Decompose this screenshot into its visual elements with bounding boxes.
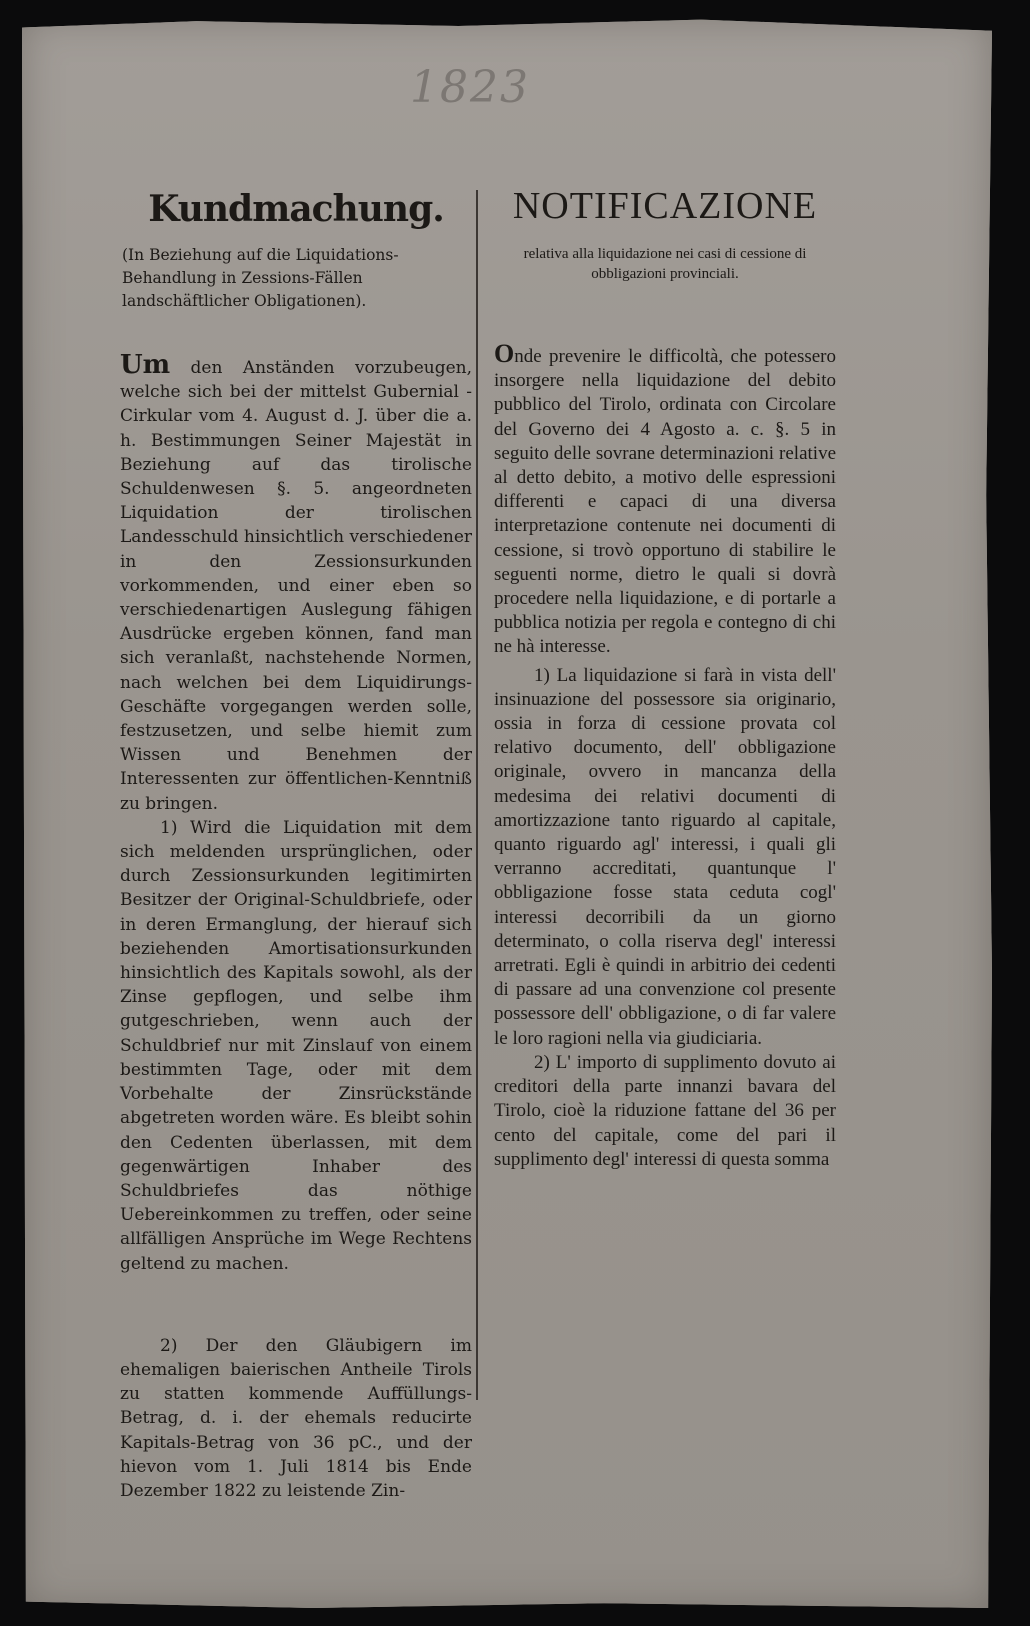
german-subtitle: (In Beziehung auf die Liquidations-Behandlung in Zessions-Fällen landschäftlicher Obligationen). bbox=[122, 246, 399, 310]
pencil-annotation-year: 1823 bbox=[410, 62, 530, 113]
german-point-2: 2) Der den Gläubigern im ehemaligen baierischen Antheile Tirols zu statten kommende Auffüllungs-Betrag, d. i. der ehemals reducirte Kapitals-Betrag von 36 pC., und der hievon vom 1. Juli 1814 bis Ende Dezember 1822 zu leistende Zin- bbox=[120, 1335, 472, 1501]
italian-point-2: 2) L' importo di supplimento dovuto ai creditori della parte innanzi bavara del Tirolo, cioè la riduzione fattane del 36 per cento del capitale, come del pari il supplimento degl' interessi di questa somma bbox=[494, 1051, 836, 1170]
german-column bbox=[120, 182, 472, 1503]
german-intro-paragraph bbox=[120, 350, 473, 816]
column-divider bbox=[476, 190, 478, 1400]
italian-intro-paragraph bbox=[494, 339, 836, 660]
italian-subtitle: relativa alla liquidazione nei casi di cessione di obbligazioni provinciali. bbox=[523, 246, 807, 282]
german-point-1: 1) Wird die Liquidation mit dem sich meldenden ursprünglichen, oder durch Zessionsurkunden legitimirten Besitzer der Original-Schuldbriefe, oder in deren Ermanglung, der hierauf sich beziehenden Amortisationsurkunden hinsichtlich des Kapitals sowohl, als der Zinse gepflogen, und selbe ihm gutgeschrieben, wenn auch der Schuldbrief nur mit Zinslauf von einem bestimmten Tage, oder mit dem Vorbehalte der Zinsrückstände abgetreten worden wäre. Es bleibt sohin den Cedenten überlassen, mit dem gegenwärtigen Inhaber des Schuldbriefes das nöthige Uebereinkommen zu treffen, oder seine allfälligen Ansprüche im Wege Rechtens geltend zu machen. bbox=[120, 817, 472, 1274]
italian-point-1: 1) La liquidazione si farà in vista dell' insinuazione del possessore sia originario, ossia in forza di cessione provata col relativo documento, dell' obbligazione originale, ovvero in mancanza della medesima dei relativi documenti di amortizzazione tanto riguardo al capitale, quanto riguardo agl' interessi, i quali gli verranno accreditati, quantunque l' obbligazione fosse stata ceduta cogl' interessi decorribili da un giorno determinato, o colla riserva degl' interessi arretrati. Egli è quindi in arbitrio dei cedenti di passare ad una convenzione col presente possessore dell' obbligazione, o di far valere le loro ragioni nella via giudiciaria. bbox=[494, 664, 836, 1049]
italian-column bbox=[494, 182, 836, 1172]
italian-initial: O bbox=[494, 339, 515, 368]
german-initial: Um bbox=[120, 350, 171, 380]
italian-intro-text: nde prevenire le difficoltà, che potessero insorgere nella liquidazione del debito pubblico del Tirolo, ordinata con Circolare del Governo dei 4 Agosto a. c. §. 5 in seguito delle sovrane determinazioni relative al detto debito, a motivo delle espressioni differenti e capaci di una diversa interpretazione contenute nei documenti di cessione, si trovò opportuno di stabilire le seguenti norme, dietro le quali si dovrà procedere nella liquidazione, e di portarle a pubblica notizia per regola e contegno di chi ne hà interesse. bbox=[494, 346, 836, 658]
german-title: Kundmachung. bbox=[148, 188, 444, 230]
italian-title: NOTIFICAZIONE bbox=[512, 185, 818, 227]
german-intro-text: den Anständen vorzubeugen, welche sich bei der mittelst Gubernial - Cirkular vom 4. August d. J. über die a. h. Bestimmungen Seiner Majestät in Beziehung auf das tirolische Schuldenwesen §. 5. angeordneten Liquidation der tirolischen Landesschuld hinsichtlich verschiedener in den Zessionsurkunden vorkommenden, und einer eben so verschiedenartigen Auslegung fähigen Ausdrücke ergeben können, fand man sich veranlaßt, nachstehende Normen, nach welchen bei dem Liquidirungs-Geschäfte vorgegangen werden solle, festzusetzen, und selbe hiemit zum Wissen und Benehmen der Interessenten zur öffentlichen-Kenntniß zu bringen. bbox=[120, 358, 473, 814]
